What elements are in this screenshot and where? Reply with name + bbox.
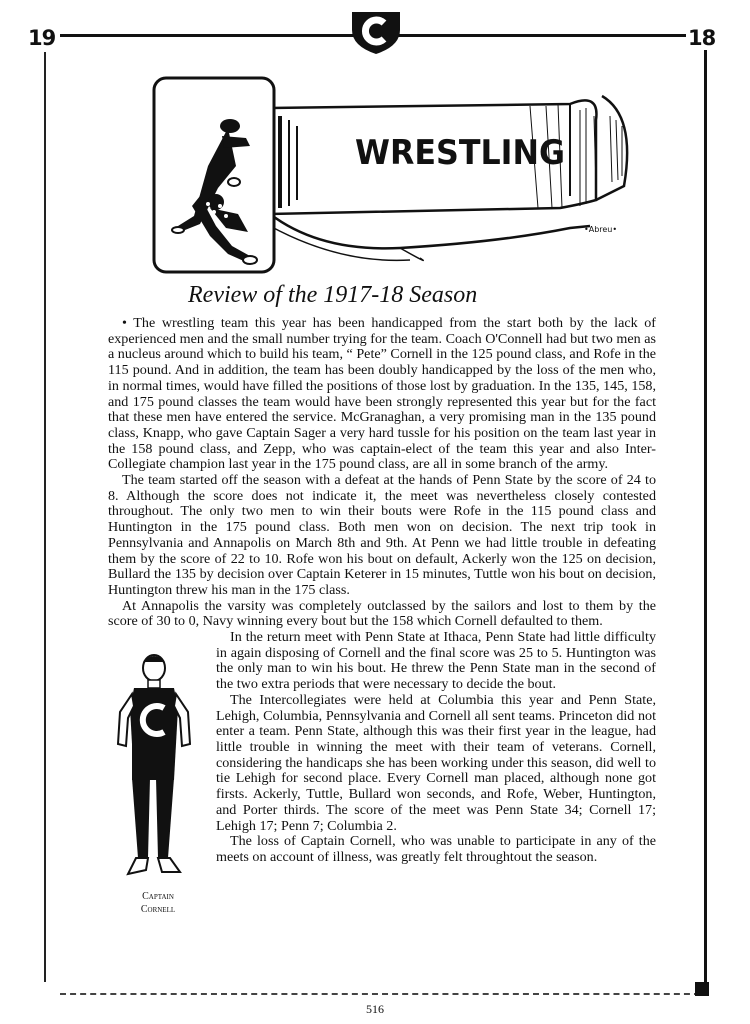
year-left: 19 [28,26,56,50]
paragraph: In the return meet with Penn State at Ithaca, Penn State had little difficulty in again disposing of Cornell and the final score was 25 to 5. Huntington was the only man to win his bout. He threw the Penn State man in the second of the two extra periods that were necessary to decide the bout. [216,629,656,693]
bottom-corner-block [695,982,709,996]
paragraph: The Intercollegiates were held at Columbia this year and Penn State, Lehigh, Columbia, Pennsylvania and Cornell all sent teams. Princeton did not enter a team. Penn State, although this was their first year in the league, had little trouble in winning the meet with their team of veterans. Cornell, considering the handicaps she has been working under this season, did well to tie Lehigh for second place. Every Cornell man placed, although none got firsts. Ackerly, Tuttle, Bullard won seconds, and Rofe, Weber, Huntington, and Porter thirds. The score of the meet was Penn State 34; Cornell 17; Lehigh 17; Penn 7; Columbia 2. [216,691,656,834]
paragraph: At Annapolis the varsity was completely outclassed by the sailors and lost to them by the score of 30 to 0, Navy winning every bout but the 158 which Cornell defaulted to them. [108,597,656,630]
wrestling-heading: WRESTLING [355,133,565,173]
bottom-rule [60,993,700,995]
page-number: 516 [366,1002,384,1016]
caption-line-1: Captain [142,891,174,903]
cornell-shield-icon [348,6,404,56]
caption-line-2: Cornell [140,904,176,916]
article-title: Review of the 1917-18 Season [188,282,478,308]
wrestling-banner [150,76,640,276]
paragraph: The team started off the season with a defeat at the hands of Penn State by the score of 24 to 8. Although the score does not indicate it, the meet was nevertheless closely contested throughout. The only two men to win their bouts were Rofe in the 115 pound class and Huntington in the 175 pound class. Both men won on decision. The next trip took in Pennsylvania and Annapolis on March 8th and 9th. At Penn we had little trouble in defeating them by the score of 22 to 10. Rofe won his bout on default, Ackerly won the 125 on decision, Bullard the 135 by decision over Captain Keterer in 15 minutes, Tuttle won his bout on decision, Huntington threw his man in the 175 class. [108,472,656,598]
captain-figure [106,648,210,880]
paragraph: The loss of Captain Cornell, who was unable to participate in any of the meets on account of illness, was greatly felt throughtout the season. [216,833,656,865]
left-rule [44,52,46,982]
article-body [108,316,656,930]
right-rule [704,50,707,990]
year-right: 18 [688,26,716,50]
captain-photo [106,648,210,930]
artist-signature: •Abreu• [584,225,618,234]
photo-caption [106,890,210,916]
paragraph: • The wrestling team this year has been handicapped from the start both by the lack of experienced men and the small number trying for the team. Coach O'Connell had but two men as a nucleus around which to build his team, “ Pete” Cornell in the 125 pound class, and Rofe in the 115 pound. And in addition, the team has been doubly handicapped by the loss of the men who, in normal times, would have filled the positions of those lost by graduation. In the 135, 145, 158, and 175 pound classes the team would have been strongly represented this year but for the fact that these men have entered the service. McGranaghan, a very promising man in the 135 pound class, Knapp, who gave Captain Sager a very hard tussle for his position on the team last year in the 158 pound class, and Zepp, who was captain-elect of the team this year and also Inter-Collegiate champion last year in the 175 pound class, are all in some branch of the army. [108,315,656,473]
